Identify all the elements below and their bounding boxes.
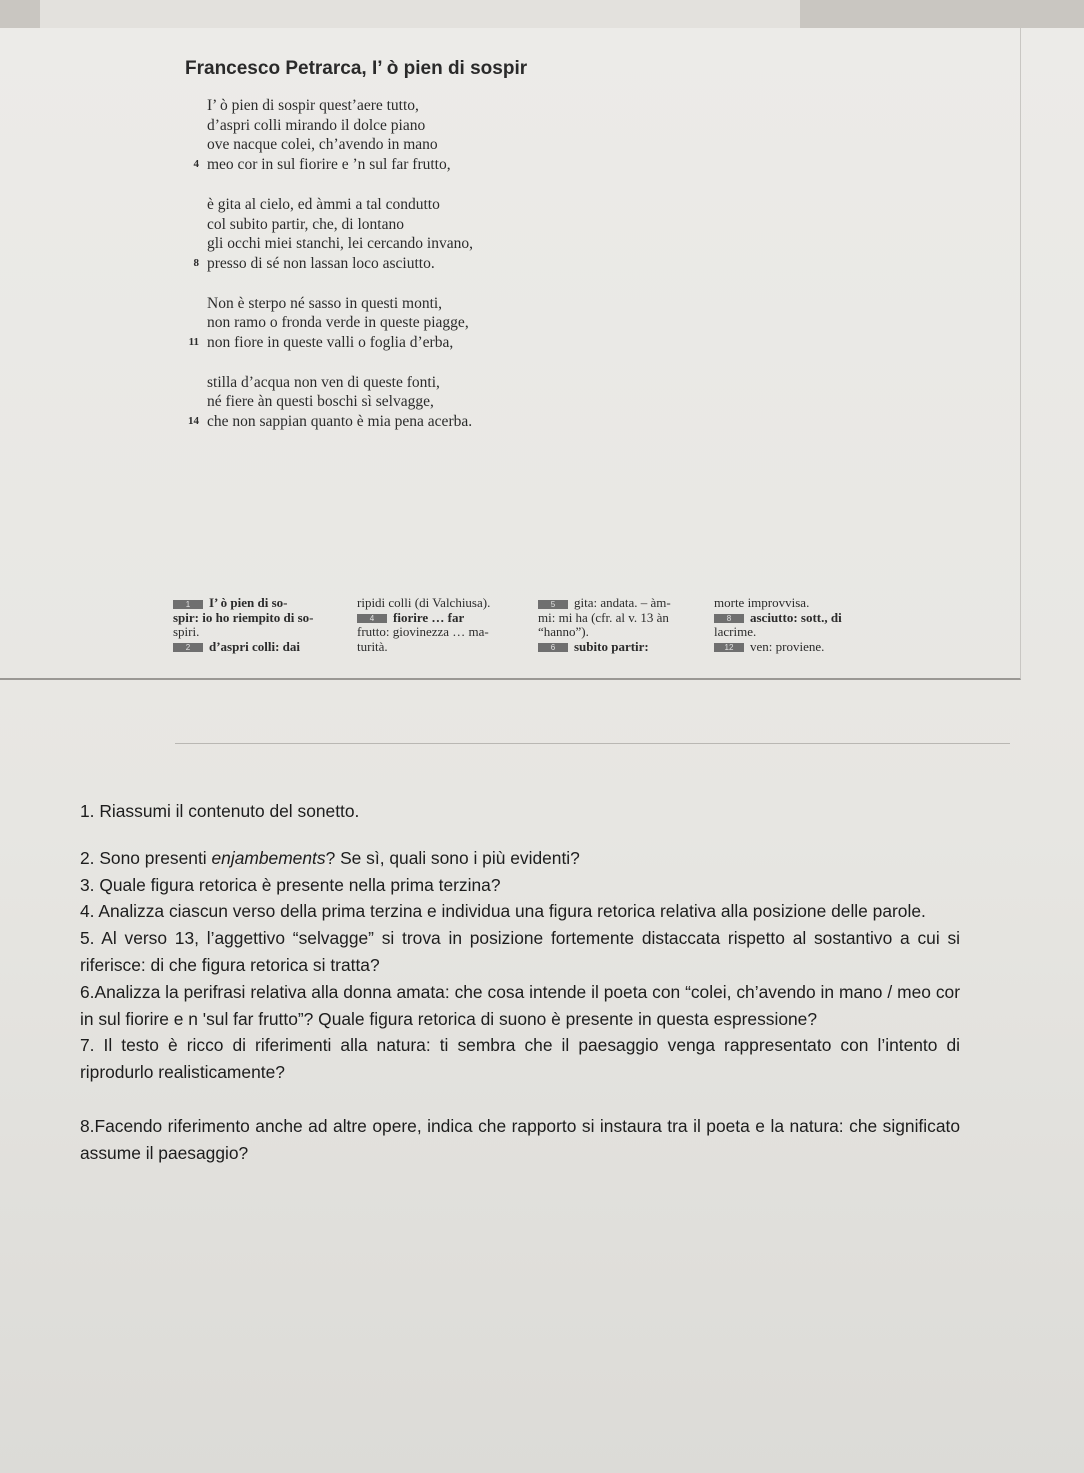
note-marker: 5 — [538, 600, 568, 609]
poem-title: Francesco Petrarca, I’ ò pien di sospir — [185, 58, 528, 79]
footnote-column-1 — [173, 596, 313, 654]
question-list — [80, 798, 960, 1167]
verse-text: né fiere àn questi boschi sì selvagge, — [207, 393, 434, 411]
note-marker: 2 — [173, 643, 203, 652]
tercet-2 — [188, 373, 473, 432]
question-2-text-end: ? Se sì, quali sono i più evidenti? — [325, 847, 580, 868]
question-2-emphasis: enjambements — [211, 847, 326, 868]
note-marker: 12 — [714, 643, 744, 652]
footnote-text: “hanno”). — [538, 624, 589, 639]
footnote-text: mi: mi ha (cfr. al v. 13 àn — [538, 609, 669, 625]
verse — [207, 234, 473, 254]
verse-text: Non è sterpo né sasso in questi monti, — [207, 294, 443, 312]
footnote-text: d’aspri colli: dai — [209, 638, 301, 654]
verse — [193, 155, 473, 175]
verse-text: è gita al cielo, ed àmmi a tal condutto — [207, 195, 440, 213]
question-2-text: 2. Sono presenti — [80, 847, 212, 868]
footnote-text: ven: proviene. — [750, 638, 825, 654]
verse — [207, 135, 473, 155]
quatrain-2 — [193, 195, 473, 274]
footnote-line — [173, 640, 313, 655]
verse-text: ove nacque colei, ch’avendo in mano — [207, 136, 438, 154]
verse — [207, 195, 473, 215]
question-4: 4. Analizza ciascun verso della prima terzina e individua una figura retorica relativa alla posizione delle parole. — [80, 901, 926, 922]
quatrain-1 — [193, 96, 473, 175]
textbook-page — [0, 28, 1021, 680]
note-marker: 6 — [538, 643, 568, 652]
footnote-column-2 — [357, 596, 490, 654]
footnote-line — [714, 611, 842, 626]
tercet-1 — [188, 294, 473, 353]
question-2 — [80, 845, 960, 872]
footnote-text: I’ ò pien di so- — [209, 595, 288, 610]
verse — [207, 294, 473, 314]
verse-text: meo cor in sul fiorire e ’n sul far frutto, — [207, 156, 451, 174]
verse-text: I’ ò pien di sospir quest’aere tutto, — [207, 97, 419, 114]
verse-number: 11 — [188, 336, 199, 349]
footnote-line — [357, 611, 490, 626]
footnote-text: frutto: giovinezza … ma- — [357, 624, 489, 639]
verse — [188, 412, 473, 432]
question-7: 7. Il testo è ricco di riferimenti alla natura: ti sembra che il paesaggio venga rappresentato con l’intento di riprodurlo realisticamente? — [80, 1035, 960, 1083]
footnote-text: lacrime. — [714, 624, 757, 639]
question-1: 1. Riassumi il contenuto del sonetto. — [80, 801, 360, 821]
sonnet — [188, 96, 473, 452]
question-8: 8.Facendo riferimento anche ad altre opere, indica che rapporto si instaura tra il poeta e la natura: che significato assume il paesaggio? — [80, 1115, 960, 1163]
note-marker: 4 — [357, 614, 387, 623]
verse — [188, 333, 473, 353]
note-marker: 1 — [173, 600, 203, 609]
worksheet-page — [0, 28, 1084, 1473]
verse-text: presso di sé non lassan loco asciutto. — [207, 254, 435, 272]
footnote-text: spiri. — [173, 624, 200, 639]
verse — [207, 313, 473, 333]
verse-number: 8 — [193, 256, 199, 269]
footnote-text: subito partir: — [574, 638, 649, 654]
verse-number: 14 — [188, 415, 199, 428]
verse — [207, 96, 473, 116]
verse-text: col subito partir, che, di lontano — [207, 215, 404, 233]
footnote-text: ripidi colli (di Valchiusa). — [357, 595, 491, 610]
footnote-text: fiorire … far — [393, 609, 465, 625]
footnote-line — [538, 640, 671, 655]
footnote-line — [538, 596, 671, 611]
footnote-column-3 — [538, 596, 671, 654]
verse-text: gli occhi miei stanchi, lei cercando invano, — [207, 235, 473, 253]
footnote-text: asciutto: sott., di — [750, 609, 842, 625]
divider — [175, 743, 1010, 744]
verse — [193, 254, 473, 274]
footnote-line — [714, 640, 842, 655]
footnote-column-4 — [714, 596, 842, 654]
verse — [207, 116, 473, 136]
question-5: 5. Al verso 13, l’aggettivo “selvagge” si trova in posizione fortemente distaccata rispetto al sostantivo a cui si riferisce: di che figura retorica si tratta? — [80, 928, 960, 975]
footnote-text: gita: andata. – àm- — [574, 595, 671, 610]
verse — [207, 373, 473, 393]
question-6: 6.Analizza la perifrasi relativa alla donna amata: che cosa intende il poeta con “colei, ch’avendo in mano / meo cor in sul fiorire e n 'sul far frutto”? Quale figura retorica di suono è presente in questa espressione? — [80, 981, 960, 1029]
verse-text: non fiore in queste valli o foglia d’erba, — [207, 334, 454, 352]
verse-text: d’aspri colli mirando il dolce piano — [207, 116, 426, 134]
verse — [207, 215, 473, 235]
verse — [207, 392, 473, 412]
footnote-text: morte improvvisa. — [714, 595, 810, 610]
verse-text: stilla d’acqua non ven di queste fonti, — [207, 373, 440, 391]
note-marker: 8 — [714, 614, 744, 623]
footnote-text: turità. — [357, 638, 388, 654]
footnote-line — [173, 596, 313, 611]
question-3: 3. Quale figura retorica è presente nella prima terzina? — [80, 874, 501, 895]
footnote-text: spir: io ho riempito di so- — [173, 609, 314, 625]
verse-number: 4 — [193, 158, 199, 171]
verse-text: non ramo o fronda verde in queste piagge, — [207, 314, 469, 332]
verse-text: che non sappian quanto è mia pena acerba. — [207, 413, 473, 431]
